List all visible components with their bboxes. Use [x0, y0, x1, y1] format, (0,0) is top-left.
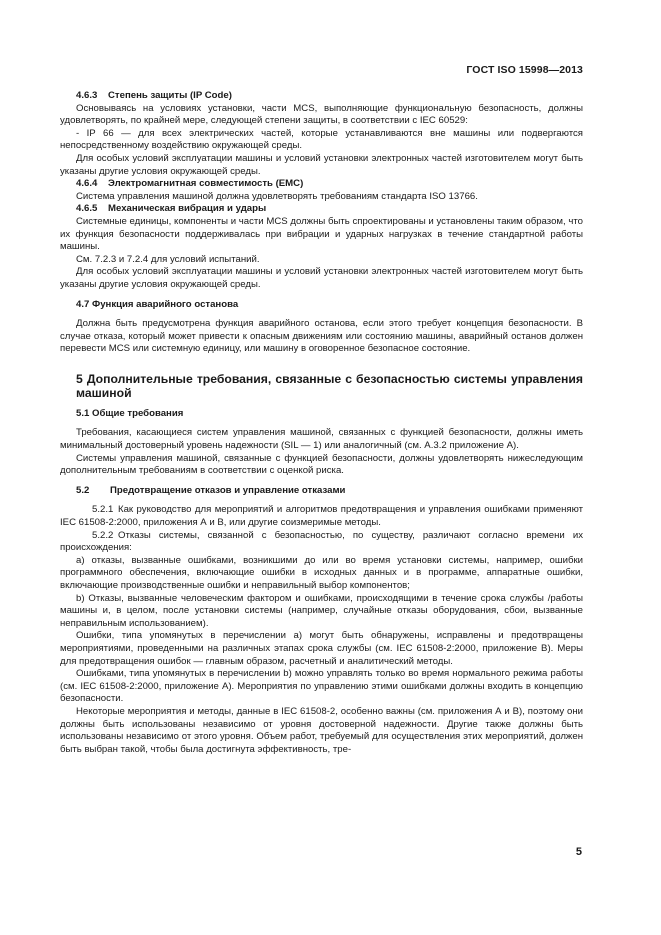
- paragraph: Ошибками, типа упомянутых в перечислении b) можно управлять только во время нормального режима работы (см. IEC 61508-2:2000, приложение А). Мероприятия по управлению этими ошибками должны входить в концепцию безопасности.: [60, 668, 583, 705]
- paragraph: Системы управления машиной, связанные с функцией безопасности, должны удовлетворять нижеследующим дополнительным требованиям в соответствии с оценкой риска.: [60, 452, 583, 477]
- page-number: 5: [575, 846, 582, 858]
- section-number: 5.2: [76, 484, 90, 496]
- chapter-5-heading: 5 Дополнительные требования, связанные с безопасностью системы управления машиной: [76, 371, 583, 400]
- paragraph-5-2-2: [60, 530, 583, 555]
- paragraph-text: Отказы системы, связанной с безопасностью, по существу, различают согласно времени их происхождения:: [60, 529, 583, 554]
- paragraph: - IP 66 — для всех электрических частей, которые устанавливаются вне машины или подвергаются непосредственному воздействию окружающей среды.: [60, 127, 583, 152]
- paragraph: Ошибки, типа упомянутых в перечислении а) могут быть обнаружены, исправлены и предотвращены мероприятиями, проведенными на различных этапах срока службы (см. IEC 61508-2:2000, приложение В). Меры для предотвращения ошибок — главным образом, расчетный и аналитический методы.: [60, 630, 583, 667]
- section-4-6-4-heading: [60, 178, 583, 191]
- paragraph: Требования, касающиеся систем управления машиной, связанных с функцией безопасности, должны иметь минимальный достоверный уровень надежности (SIL — 1) или аналогичный (см. A.3.2 приложение А).: [60, 427, 583, 452]
- section-4-7-heading: 4.7 Функция аварийного останова: [76, 298, 239, 310]
- paragraph: Некоторые мероприятия и методы, данные в IEC 61508-2, особенно важны (см. приложения А и В), поэтому они должны быть использованы независимо от уровня достоверной надежности. Другие также должны быть использованы независимо от этого уровня. Объем работ, требуемый для осуществления этих мероприятий, должен быть выбран такой, чтобы была достигнута эффективность, тре-: [60, 705, 583, 755]
- paragraph-number: 5.2.1: [92, 504, 114, 516]
- paragraph: Для особых условий эксплуатации машины и условий установки электронных частей изготовителем могут быть указаны другие условия окружающей среды.: [60, 266, 583, 290]
- section-5-1-heading: 5.1 Общие требования: [76, 407, 184, 419]
- paragraph: Системные единицы, компоненты и части MCS должны быть спроектированы и установлены таким образом, что их функция безопасности поддерживалась при вибрации и ударных нагрузках в течение стандартной работы машины.: [60, 215, 583, 253]
- paragraph: См. 7.2.3 и 7.2.4 для условий испытаний.: [76, 253, 260, 265]
- section-title: Предотвращение отказов и управление отказами: [110, 484, 346, 496]
- list-item-b: b) Отказы, вызванные человеческим фактором и ошибками, происходящими в течение срока службы /работы машины и, в целом, после установки системы (например, случайные отказы оборудования, сбои, вызванные неправильным использованием).: [60, 592, 583, 629]
- paragraph: Система управления машиной должна удовлетворять требованиям стандарта ISO 13766.: [76, 190, 478, 202]
- section-title: Электромагнитная совместимость (EMC): [108, 178, 304, 190]
- paragraph: Основываясь на условиях установки, части MCS, выполняющие функциональную безопасность, должны удовлетворять, по крайней мере, следующей степени защиты, в соответствии с IEC 60529:: [60, 102, 583, 127]
- paragraph-5-2-1: [60, 504, 583, 529]
- section-4-6-5-heading: [60, 203, 583, 216]
- section-title: Механическая вибрация и удары: [108, 203, 267, 215]
- section-number: 4.6.4: [76, 178, 98, 190]
- section-title: Степень защиты (IP Code): [108, 90, 232, 101]
- paragraph-text: Как руководство для мероприятий и алгоритмов предотвращения и управления ошибками применяют IEC 61508-2:2000, приложения А и В, или другие соизмеримые методы.: [60, 504, 583, 529]
- list-item-a: a) отказы, вызванные ошибками, возникшими до или во время установки системы, например, ошибки программного обеспечения, включающие ошибки в исходных данных и в программе, аппаратные ошибки, включающие производственные ошибки и неправильный выбор компонентов;: [60, 554, 583, 591]
- section-number: 4.6.5: [76, 203, 98, 215]
- section-5-2-heading: [60, 485, 583, 498]
- document-body: [60, 90, 583, 756]
- paragraph: Должна быть предусмотрена функция аварийного останова, если этого требует концепция безопасности. В случае отказа, который может привести к опасным движениям или состоянию машины, аварийный останов должен перевести MCS или системную единицу, или машину в оговоренное безопасное состояние.: [60, 318, 583, 355]
- paragraph-number: 5.2.2: [92, 529, 114, 541]
- section-4-6-3-heading: [60, 90, 583, 103]
- standard-header: ГОСТ ISO 15998—2013: [466, 64, 583, 76]
- section-number: 4.6.3: [76, 90, 98, 101]
- paragraph: Для особых условий эксплуатации машины и условий установки электронных частей изготовителем могут быть указаны другие условия окружающей среды.: [60, 152, 583, 177]
